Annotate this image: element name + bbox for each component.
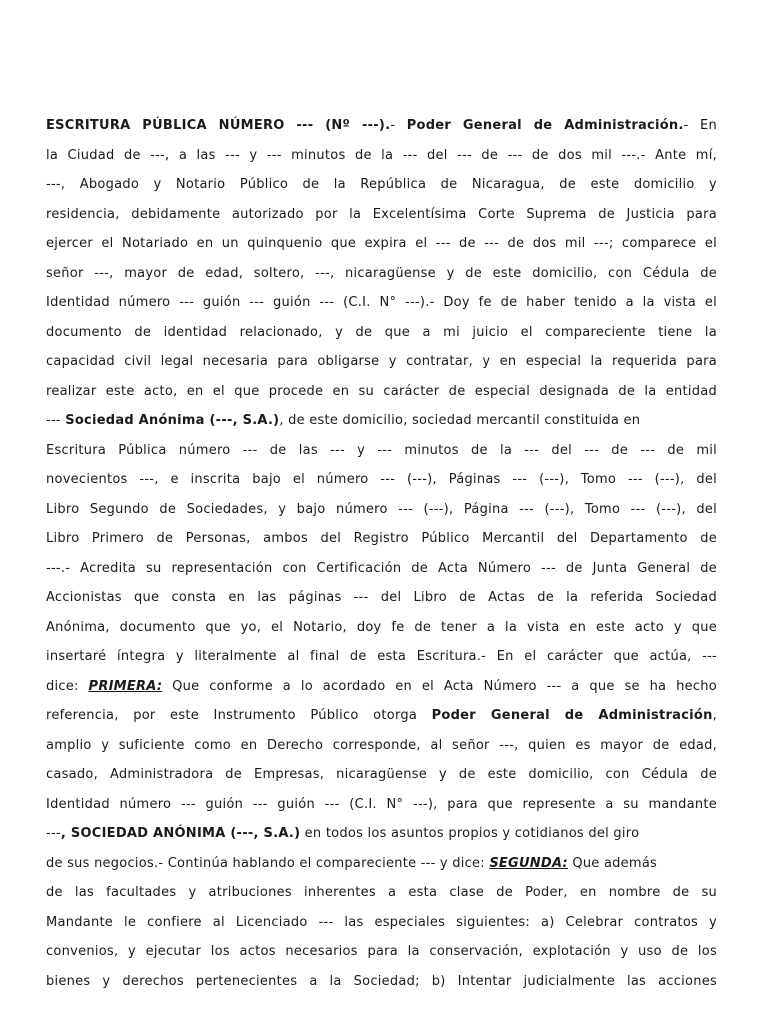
doc-line <box>46 849 717 879</box>
doc-line: Escritura Pública número --- de las --- y --- minutos de la --- del --- de --- de mil <box>46 442 717 458</box>
clause-heading-segunda: SEGUNDA: <box>489 855 568 871</box>
text-run: --- <box>46 413 66 428</box>
text-run: Que además <box>567 855 658 871</box>
doc-line: Anónima, documento que yo, el Notario, doy fe de tener a la vista en este acto y que <box>46 619 717 635</box>
doc-line: ---, Abogado y Notario Público de la República de Nicaragua, de este domicilio y <box>46 177 717 192</box>
text-run: Que conforme a lo acordado en el Acta Número --- a que se ha hecho <box>162 678 717 694</box>
power-type-emphasis: Poder General de Administración <box>431 708 713 723</box>
doc-line: casado, Administradora de Empresas, nicaragüense y de este domicilio, con Cédula de <box>46 767 717 782</box>
text-run: referencia, por este Instrumento Público otorga <box>46 708 432 723</box>
doc-line: novecientos ---, e inscrita bajo el número --- (---), Páginas --- (---), Tomo --- (---), del <box>46 472 717 487</box>
doc-line <box>46 406 717 436</box>
clause-heading-primera: PRIMERA: <box>88 678 163 694</box>
doc-line: Identidad número --- guión --- guión --- (C.I. N° ---).- Doy fe de haber tenido a la vista el <box>46 295 717 310</box>
doc-line: ejercer el Notariado en un quinquenio que expira el --- de --- de dos mil ---; comparece el <box>46 236 717 251</box>
doc-line <box>46 672 717 702</box>
doc-line: Libro Primero de Personas, ambos del Registro Público Mercantil del Departamento de <box>46 531 717 546</box>
doc-line: residencia, debidamente autorizado por la Excelentísima Corte Suprema de Justicia para <box>46 206 717 222</box>
text-run: - <box>390 118 407 133</box>
doc-line <box>46 111 717 141</box>
doc-line <box>46 819 717 849</box>
text-run: , <box>712 708 717 723</box>
doc-line: Identidad número --- guión --- guión --- (C.I. N° ---), para que represente a su mandante <box>46 796 717 812</box>
text-run: dice: <box>46 678 89 694</box>
doc-line: la Ciudad de ---, a las --- y --- minutos de la --- del --- de --- de dos mil ---.- Ante mí, <box>46 147 717 163</box>
doc-line: capacidad civil legal necesaria para obligarse y contratar, y en especial la requerida para <box>46 354 717 369</box>
doc-line: realizar este acto, en el que procede en su carácter de especial designada de la entidad <box>46 383 717 399</box>
company-name: Sociedad Anónima (---, S.A.) <box>65 413 280 428</box>
doc-line: documento de identidad relacionado, y de que a mi juicio el compareciente tiene la <box>46 324 717 340</box>
text-run: de sus negocios.- Continúa hablando el compareciente --- y dice: <box>46 855 490 871</box>
doc-line: convenios, y ejecutar los actos necesarios para la conservación, explotación y uso de los <box>46 944 717 959</box>
doc-line: amplio y suficiente como en Derecho corresponde, al señor ---, quien es mayor de edad, <box>46 737 717 753</box>
doc-line: Libro Segundo de Sociedades, y bajo número --- (---), Página --- (---), Tomo --- (---), del <box>46 501 717 517</box>
doc-line: señor ---, mayor de edad, soltero, ---, nicaragüense y de este domicilio, con Cédula de <box>46 265 717 281</box>
power-type-heading: Poder General de Administración. <box>406 118 684 133</box>
doc-line: bienes y derechos pertenecientes a la Sociedad; b) Intentar judicialmente las acciones <box>46 973 717 989</box>
text-run: - En <box>683 118 717 133</box>
doc-line: Mandante le confiere al Licenciado --- las especiales siguientes: a) Celebrar contratos y <box>46 914 717 930</box>
doc-line <box>46 701 717 731</box>
text-run: --- <box>46 826 61 841</box>
text-run: , de este domicilio, sociedad mercantil constituida en <box>279 413 641 428</box>
doc-line: Accionistas que consta en las páginas --- del Libro de Actas de la referida Sociedad <box>46 590 717 605</box>
doc-line: de las facultades y atribuciones inherentes a esta clase de Poder, en nombre de su <box>46 885 717 900</box>
text-run: en todos los asuntos propios y cotidianos del giro <box>300 826 640 841</box>
deed-document <box>46 111 717 996</box>
doc-line: insertaré íntegra y literalmente al final de esta Escritura.- En el carácter que actúa, --- <box>46 649 717 664</box>
deed-title: ESCRITURA PÚBLICA NÚMERO --- (Nº ---). <box>46 118 391 133</box>
company-name: , SOCIEDAD ANÓNIMA (---, S.A.) <box>60 826 301 841</box>
doc-line: ---.- Acredita su representación con Certificación de Acta Número --- de Junta General de <box>46 560 717 576</box>
